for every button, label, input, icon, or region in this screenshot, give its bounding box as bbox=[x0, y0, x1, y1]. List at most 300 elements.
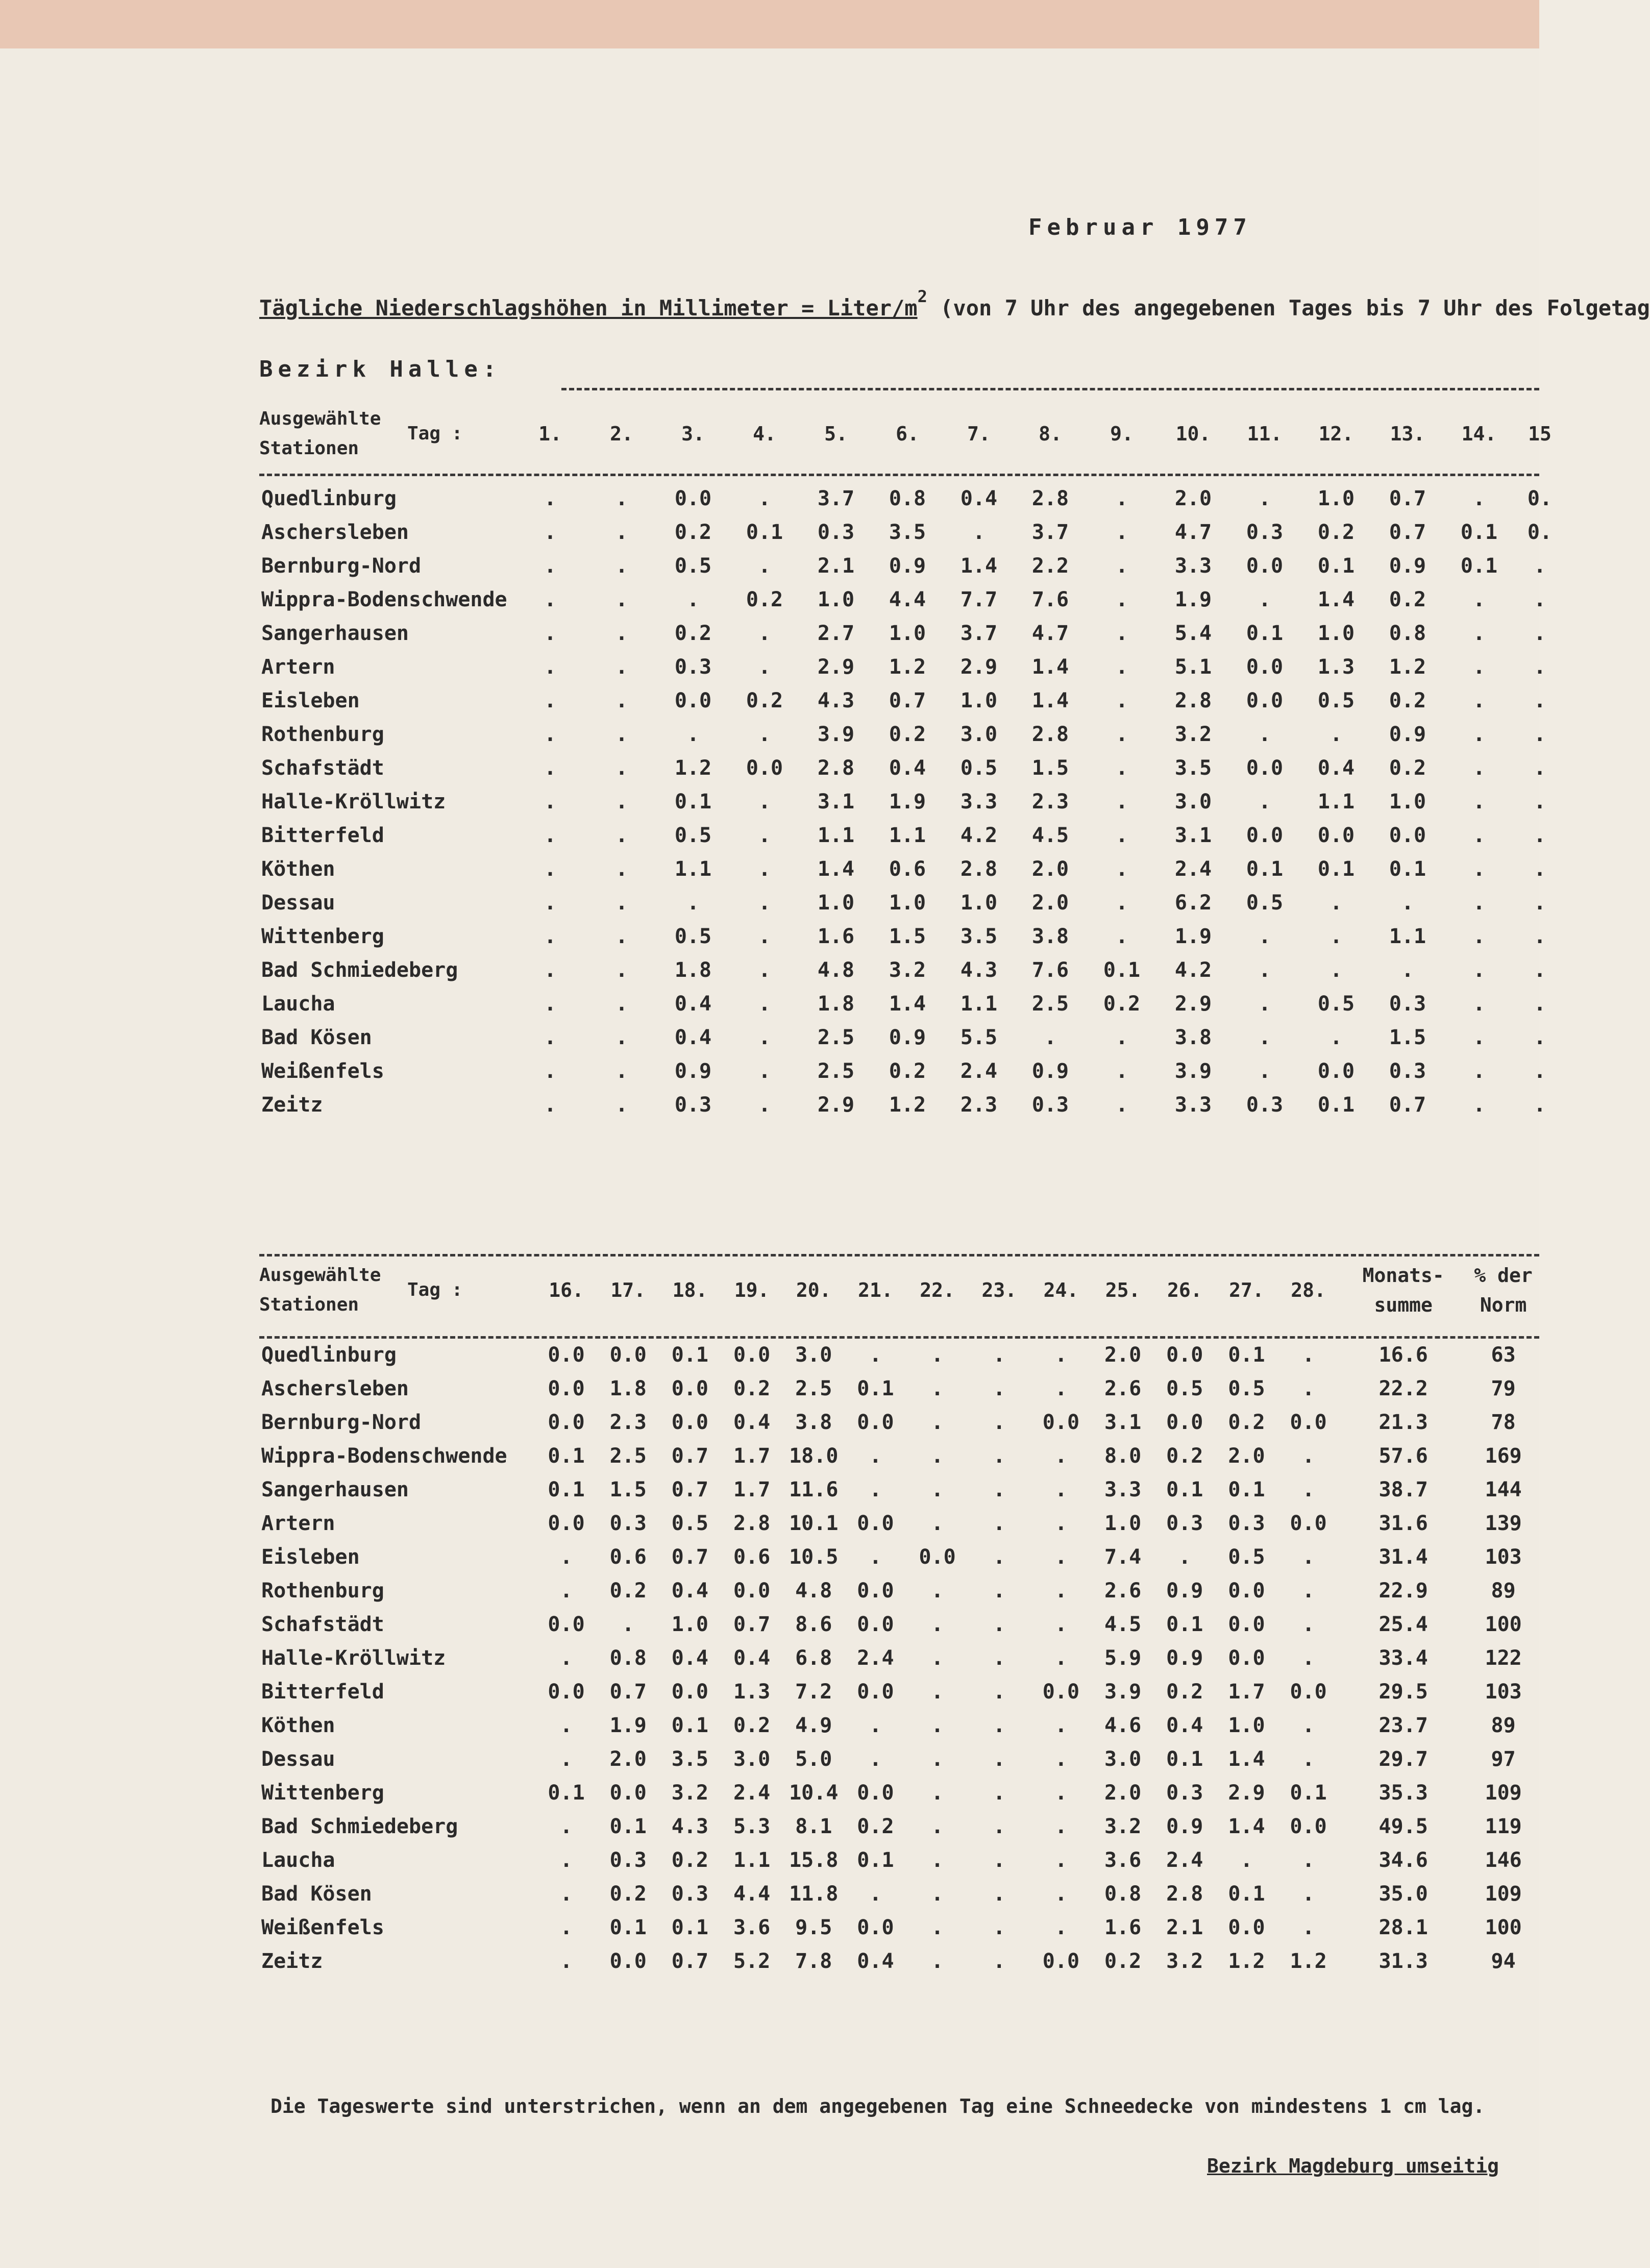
precip-value: 1.9 bbox=[609, 1714, 647, 1737]
precip-value: . bbox=[931, 1512, 944, 1535]
precip-value: 1.3 bbox=[1317, 655, 1355, 679]
precip-value: 3.0 bbox=[733, 1747, 771, 1771]
table-row bbox=[259, 1406, 1539, 1439]
precip-value: . bbox=[1115, 689, 1128, 712]
precip-value: . bbox=[869, 1444, 882, 1468]
precip-value: . bbox=[758, 487, 771, 510]
precip-value: 3.0 bbox=[1104, 1747, 1142, 1771]
table-row bbox=[259, 1372, 1539, 1406]
precip-value: 0.0 bbox=[548, 1613, 585, 1636]
precip-value: 0.0 bbox=[671, 1377, 709, 1400]
precip-value: . bbox=[1302, 1343, 1315, 1367]
precip-value: 0.1 bbox=[1228, 1343, 1265, 1367]
precip-value: 2.4 bbox=[1166, 1848, 1203, 1872]
precip-value: 0.1 bbox=[1317, 857, 1355, 881]
station-name: Aschersleben bbox=[261, 1377, 409, 1400]
precip-value: 0.1 bbox=[548, 1478, 585, 1501]
precip-value: 10.5 bbox=[789, 1545, 839, 1569]
precip-value: . bbox=[758, 554, 771, 578]
precip-value: 0.8 bbox=[609, 1646, 647, 1670]
precip-value: 1.4 bbox=[1031, 689, 1069, 712]
precip-value: . bbox=[615, 487, 628, 510]
precip-value: 1.2 bbox=[674, 756, 712, 780]
precip-value: 4.3 bbox=[817, 689, 855, 712]
precip-value: . bbox=[1472, 1026, 1486, 1049]
precip-value: . bbox=[1533, 891, 1546, 915]
precip-value: . bbox=[560, 1882, 573, 1906]
precip-value: 0.2 bbox=[609, 1579, 647, 1603]
precip-value: 3.3 bbox=[1174, 1093, 1212, 1117]
spacer-row bbox=[259, 464, 1565, 482]
precip-value: . bbox=[1115, 756, 1128, 780]
station-column-header bbox=[259, 403, 514, 464]
precip-value: 0.5 bbox=[1317, 992, 1355, 1016]
precip-value: 0.3 bbox=[674, 655, 712, 679]
precip-value: 0.9 bbox=[1166, 1815, 1203, 1838]
table-row bbox=[259, 819, 1565, 852]
monthly-sum-value: 29.7 bbox=[1378, 1747, 1428, 1771]
next-page-reference[interactable]: Bezirk Magdeburg umseitig bbox=[1207, 2155, 1499, 2177]
precip-value: 0.0 bbox=[671, 1680, 709, 1704]
precip-value: . bbox=[544, 1093, 557, 1117]
table-row bbox=[259, 650, 1565, 684]
precip-value: . bbox=[1472, 1059, 1486, 1083]
precip-value: 0.1 bbox=[1460, 554, 1498, 578]
precip-value: . bbox=[1472, 689, 1486, 712]
precip-value: 0.5 bbox=[674, 925, 712, 948]
precip-value: 0.4 bbox=[674, 992, 712, 1016]
spacer bbox=[259, 1321, 1539, 1338]
precip-value: . bbox=[1533, 1026, 1546, 1049]
precip-value: . bbox=[1258, 790, 1271, 813]
precip-value: 0.0 bbox=[548, 1512, 585, 1535]
precip-value: 1.5 bbox=[1031, 756, 1069, 780]
station-name: Halle-Kröllwitz bbox=[261, 790, 446, 813]
precip-value: . bbox=[615, 925, 628, 948]
precip-value: 3.9 bbox=[817, 723, 855, 746]
precip-value: 0.0 bbox=[733, 1579, 771, 1603]
station-name: Bad Kösen bbox=[261, 1882, 372, 1906]
precip-value: 0.2 bbox=[1389, 689, 1426, 712]
precip-value: . bbox=[1240, 1848, 1253, 1872]
precip-value: 0.5 bbox=[960, 756, 998, 780]
station-name: Dessau bbox=[261, 891, 335, 915]
precip-value: 4.3 bbox=[671, 1815, 709, 1838]
precip-value: 0.0 bbox=[857, 1613, 894, 1636]
table-row bbox=[259, 920, 1565, 953]
monthly-sum-value: 35.0 bbox=[1378, 1882, 1428, 1906]
precip-value: 1.0 bbox=[1104, 1512, 1142, 1535]
precip-value: 0.2 bbox=[674, 521, 712, 544]
precip-value: . bbox=[615, 588, 628, 611]
precip-value: 3.3 bbox=[1174, 554, 1212, 578]
precip-value: . bbox=[1533, 655, 1546, 679]
precip-value: 2.0 bbox=[1031, 857, 1069, 881]
day-header: 24. bbox=[1043, 1279, 1079, 1301]
day-header: 18. bbox=[672, 1279, 708, 1301]
table-row bbox=[259, 617, 1565, 650]
table-row bbox=[259, 1507, 1539, 1540]
precip-value: . bbox=[931, 1646, 944, 1670]
precip-value: 0.2 bbox=[671, 1848, 709, 1872]
precip-value: . bbox=[758, 790, 771, 813]
monthly-sum-value: 29.5 bbox=[1378, 1680, 1428, 1704]
table-row bbox=[259, 1742, 1539, 1776]
precip-value: 0.9 bbox=[1166, 1646, 1203, 1670]
precip-value: 0.3 bbox=[1246, 1093, 1284, 1117]
precip-value: 0.1 bbox=[1290, 1781, 1327, 1805]
precip-value: 0.0 bbox=[1228, 1916, 1265, 1939]
station-name: Schafstädt bbox=[261, 1613, 384, 1636]
precip-value: 1.1 bbox=[733, 1848, 771, 1872]
precip-value: . bbox=[560, 1747, 573, 1771]
precip-value: . bbox=[560, 1714, 573, 1737]
precip-value: 2.0 bbox=[609, 1747, 647, 1771]
precip-value: 0.9 bbox=[1031, 1059, 1069, 1083]
precip-value: . bbox=[1054, 1613, 1067, 1636]
station-name: Laucha bbox=[261, 992, 335, 1016]
station-name: Zeitz bbox=[261, 1950, 323, 1973]
precip-value: 0.2 bbox=[746, 588, 783, 611]
precip-value: . bbox=[615, 1093, 628, 1117]
precip-value: 0.2 bbox=[1389, 588, 1426, 611]
precip-value: 3.9 bbox=[1104, 1680, 1142, 1704]
precip-value: 0.1 bbox=[674, 790, 712, 813]
day-header: 28. bbox=[1291, 1279, 1326, 1301]
precip-value: . bbox=[1115, 1093, 1128, 1117]
precip-value: . bbox=[758, 622, 771, 645]
precip-value: 3.2 bbox=[1166, 1950, 1203, 1973]
precip-value: 1.0 bbox=[1389, 790, 1426, 813]
precip-value: . bbox=[1472, 925, 1486, 948]
precip-value: . bbox=[931, 1950, 944, 1973]
table-row bbox=[259, 1054, 1565, 1088]
precip-value: . bbox=[972, 521, 986, 544]
precip-value: 0.0 bbox=[671, 1411, 709, 1434]
precip-value: 1.5 bbox=[889, 925, 926, 948]
precip-value: 0.5 bbox=[1228, 1377, 1265, 1400]
precip-value: 1.0 bbox=[1317, 622, 1355, 645]
precip-value: 2.4 bbox=[1174, 857, 1212, 881]
precip-value: 0.7 bbox=[609, 1680, 647, 1704]
monthly-sum-value: 31.6 bbox=[1378, 1512, 1428, 1535]
table-row bbox=[259, 1810, 1539, 1843]
precip-value: 0.9 bbox=[674, 1059, 712, 1083]
precip-value: 0.0 bbox=[609, 1343, 647, 1367]
precip-value: 1.8 bbox=[674, 958, 712, 982]
station-name: Laucha bbox=[261, 1848, 335, 1872]
precip-value: . bbox=[1258, 992, 1271, 1016]
precip-value: 9.5 bbox=[795, 1916, 832, 1939]
precip-value: 1.4 bbox=[817, 857, 855, 881]
precip-value: 2.3 bbox=[609, 1411, 647, 1434]
precip-value: 0.2 bbox=[674, 622, 712, 645]
precip-value: 2.9 bbox=[960, 655, 998, 679]
precip-value: . bbox=[1533, 857, 1546, 881]
precip-value: 0.1 bbox=[609, 1815, 647, 1838]
precip-value: . bbox=[1054, 1579, 1067, 1603]
precip-value: . bbox=[1115, 1059, 1128, 1083]
title-main: Tägliche Niederschlagshöhen in Millimeter = Liter/m bbox=[259, 295, 918, 321]
precip-value: 0.0 bbox=[857, 1512, 894, 1535]
precip-value: . bbox=[993, 1377, 1005, 1400]
precip-value: . bbox=[993, 1714, 1005, 1737]
precip-value: 0.0 bbox=[548, 1411, 585, 1434]
precip-value: 3.7 bbox=[817, 487, 855, 510]
precip-value: 1.4 bbox=[1228, 1815, 1265, 1838]
precip-value: 3.8 bbox=[795, 1411, 832, 1434]
precip-value: 1.1 bbox=[1317, 790, 1355, 813]
precip-value: 1.0 bbox=[960, 891, 998, 915]
precip-value: 0.1 bbox=[1166, 1747, 1203, 1771]
precip-value: . bbox=[1401, 891, 1414, 915]
day-header: 17. bbox=[610, 1279, 646, 1301]
precip-value: . bbox=[1054, 1882, 1067, 1906]
precip-value: 2.8 bbox=[733, 1512, 771, 1535]
precip-value: 0.0 bbox=[919, 1545, 956, 1569]
precip-value: . bbox=[1044, 1026, 1057, 1049]
precip-value: 0.3 bbox=[1389, 992, 1426, 1016]
precip-value: 1.0 bbox=[671, 1613, 709, 1636]
precip-value: 0.4 bbox=[1317, 756, 1355, 780]
precip-value: . bbox=[1115, 521, 1128, 544]
precip-value: 0.3 bbox=[674, 1093, 712, 1117]
precip-value: 11.6 bbox=[789, 1478, 839, 1501]
percent-norm-value: 169 bbox=[1485, 1444, 1522, 1468]
monthly-sum-value: 34.6 bbox=[1378, 1848, 1428, 1872]
percent-norm-value: 103 bbox=[1485, 1545, 1522, 1569]
precip-value: . bbox=[1472, 824, 1486, 847]
precip-value: . bbox=[544, 925, 557, 948]
day-header: 11. bbox=[1247, 423, 1283, 445]
precip-value: 2.6 bbox=[1104, 1579, 1142, 1603]
precip-value: 3.1 bbox=[817, 790, 855, 813]
precip-value: 0. bbox=[1527, 521, 1553, 544]
precip-value: . bbox=[1533, 554, 1546, 578]
precip-value: 0.0 bbox=[1166, 1411, 1203, 1434]
precip-value: . bbox=[1472, 790, 1486, 813]
precip-value: 8.0 bbox=[1104, 1444, 1142, 1468]
monthly-sum-value: 31.3 bbox=[1378, 1950, 1428, 1973]
spacer bbox=[259, 464, 1565, 482]
day-label: Tag : bbox=[407, 423, 463, 444]
precip-value: . bbox=[993, 1646, 1005, 1670]
precip-value: . bbox=[931, 1444, 944, 1468]
precip-value: . bbox=[615, 756, 628, 780]
precip-value: 0.2 bbox=[1103, 992, 1141, 1016]
precip-value: . bbox=[993, 1848, 1005, 1872]
precip-value: . bbox=[1302, 1714, 1315, 1737]
precip-value: . bbox=[560, 1646, 573, 1670]
percent-norm-value: 109 bbox=[1485, 1882, 1522, 1906]
precip-value: . bbox=[544, 992, 557, 1016]
precip-value: . bbox=[560, 1545, 573, 1569]
precip-value: . bbox=[869, 1343, 882, 1367]
precip-value: 0.0 bbox=[674, 689, 712, 712]
precip-value: . bbox=[1533, 622, 1546, 645]
station-name: Zeitz bbox=[261, 1093, 323, 1117]
day-header: 15 bbox=[1528, 423, 1552, 445]
precip-value: . bbox=[615, 958, 628, 982]
station-name: Wippra-Bodenschwende bbox=[261, 1444, 507, 1468]
precip-value: . bbox=[544, 723, 557, 746]
precip-value: 0.0 bbox=[1290, 1411, 1327, 1434]
precip-value: 2.9 bbox=[1174, 992, 1212, 1016]
precip-value: 0.4 bbox=[960, 487, 998, 510]
percent-norm-value: 109 bbox=[1485, 1781, 1522, 1805]
station-name: Sangerhausen bbox=[261, 1478, 409, 1501]
precip-value: . bbox=[1054, 1815, 1067, 1838]
day-header: 21. bbox=[858, 1279, 893, 1301]
monthly-sum-value: 28.1 bbox=[1378, 1916, 1428, 1939]
day-header: 13. bbox=[1390, 423, 1425, 445]
precip-value: 0.2 bbox=[733, 1714, 771, 1737]
precip-value: 0.0 bbox=[1290, 1680, 1327, 1704]
precip-value: . bbox=[544, 655, 557, 679]
precip-value: 0.2 bbox=[889, 1059, 926, 1083]
precip-value: 0.8 bbox=[889, 487, 926, 510]
title-superscript: 2 bbox=[917, 287, 927, 306]
table-row bbox=[259, 583, 1565, 617]
precip-value: . bbox=[1302, 1916, 1315, 1939]
day-header: 10. bbox=[1175, 423, 1211, 445]
station-name: Eisleben bbox=[261, 1545, 360, 1569]
precip-value: . bbox=[869, 1478, 882, 1501]
precip-value: . bbox=[1115, 723, 1128, 746]
table-row bbox=[259, 1776, 1539, 1810]
precip-value: 4.4 bbox=[733, 1882, 771, 1906]
precip-value: . bbox=[686, 588, 700, 611]
percent-norm-value: 100 bbox=[1485, 1613, 1522, 1636]
precip-value: . bbox=[1115, 554, 1128, 578]
precip-value: . bbox=[1054, 1781, 1067, 1805]
precip-value: . bbox=[993, 1916, 1005, 1939]
precip-value: . bbox=[615, 824, 628, 847]
precip-value: . bbox=[560, 1950, 573, 1973]
percent-norm-value: 79 bbox=[1491, 1377, 1516, 1400]
precip-value: 3.7 bbox=[960, 622, 998, 645]
precip-value: 15.8 bbox=[789, 1848, 839, 1872]
precip-value: . bbox=[931, 1916, 944, 1939]
precip-value: . bbox=[1329, 958, 1343, 982]
precip-value: . bbox=[1401, 958, 1414, 982]
precip-value: . bbox=[1302, 1444, 1315, 1468]
precip-value: 4.7 bbox=[1174, 521, 1212, 544]
precip-value: . bbox=[1472, 622, 1486, 645]
table-row bbox=[259, 953, 1565, 987]
precip-value: . bbox=[931, 1815, 944, 1838]
precip-value: . bbox=[993, 1411, 1005, 1434]
precip-value: . bbox=[1302, 1613, 1315, 1636]
precip-value: 0. bbox=[1527, 487, 1553, 510]
precip-value: 2.8 bbox=[1166, 1882, 1203, 1906]
precip-value: 2.8 bbox=[1031, 487, 1069, 510]
day-header: 9. bbox=[1110, 423, 1134, 445]
precip-value: . bbox=[1258, 723, 1271, 746]
precip-value: . bbox=[1054, 1478, 1067, 1501]
precip-value: 0.2 bbox=[1317, 521, 1355, 544]
station-name: Quedlinburg bbox=[261, 1343, 397, 1367]
station-name: Halle-Kröllwitz bbox=[261, 1646, 446, 1670]
precip-value: 0.7 bbox=[671, 1478, 709, 1501]
precip-value: . bbox=[544, 790, 557, 813]
precip-value: 0.1 bbox=[1389, 857, 1426, 881]
precip-value: 0.0 bbox=[857, 1411, 894, 1434]
precip-value: . bbox=[1533, 689, 1546, 712]
precip-value: 4.5 bbox=[1031, 824, 1069, 847]
precip-value: 1.1 bbox=[960, 992, 998, 1016]
station-column-label: Ausgewählte Stationen bbox=[259, 1265, 381, 1315]
precip-value: . bbox=[615, 622, 628, 645]
precip-value: 0.0 bbox=[1228, 1613, 1265, 1636]
precip-value: . bbox=[1115, 925, 1128, 948]
monthly-sum-value: 35.3 bbox=[1378, 1781, 1428, 1805]
precip-value: 0.4 bbox=[857, 1950, 894, 1973]
precip-value: 1.0 bbox=[1228, 1714, 1265, 1737]
precip-value: 0.4 bbox=[733, 1646, 771, 1670]
precip-value: 1.6 bbox=[817, 925, 855, 948]
table-row bbox=[259, 1641, 1539, 1675]
table-row bbox=[259, 751, 1565, 785]
precip-value: 1.7 bbox=[733, 1444, 771, 1468]
precip-value: 1.0 bbox=[817, 891, 855, 915]
precip-value: . bbox=[1533, 1093, 1546, 1117]
day-header: 19. bbox=[734, 1279, 770, 1301]
precip-value: 2.5 bbox=[817, 1059, 855, 1083]
precip-value: 1.9 bbox=[1174, 925, 1212, 948]
precip-value: . bbox=[1302, 1579, 1315, 1603]
precip-value: 1.2 bbox=[1389, 655, 1426, 679]
precip-value: 0.3 bbox=[1228, 1512, 1265, 1535]
percent-norm-value: 139 bbox=[1485, 1512, 1522, 1535]
precip-value: 0.1 bbox=[1246, 622, 1284, 645]
station-name: Rothenburg bbox=[261, 1579, 384, 1603]
table-row bbox=[259, 1709, 1539, 1742]
percent-norm-value: 89 bbox=[1491, 1579, 1516, 1603]
precip-value: . bbox=[1472, 723, 1486, 746]
precip-value: 3.0 bbox=[795, 1343, 832, 1367]
precip-value: . bbox=[1054, 1848, 1067, 1872]
precip-value: . bbox=[686, 891, 700, 915]
precip-value: 0.0 bbox=[1228, 1579, 1265, 1603]
precip-value: 2.5 bbox=[609, 1444, 647, 1468]
precip-value: . bbox=[1533, 992, 1546, 1016]
precip-value: 3.5 bbox=[1174, 756, 1212, 780]
precip-value: 0.0 bbox=[1317, 824, 1355, 847]
precip-value: 1.1 bbox=[889, 824, 926, 847]
precip-value: . bbox=[993, 1950, 1005, 1973]
precip-value: 0.1 bbox=[671, 1343, 709, 1367]
precip-value: . bbox=[560, 1815, 573, 1838]
precip-value: . bbox=[931, 1579, 944, 1603]
precip-value: . bbox=[869, 1714, 882, 1737]
precip-value: . bbox=[993, 1579, 1005, 1603]
precip-value: . bbox=[1533, 588, 1546, 611]
precip-value: 3.9 bbox=[1174, 1059, 1212, 1083]
precip-value: . bbox=[1258, 925, 1271, 948]
precip-value: . bbox=[1115, 857, 1128, 881]
table-row bbox=[259, 1088, 1565, 1122]
precip-value: 8.6 bbox=[795, 1613, 832, 1636]
precip-value: 0.3 bbox=[609, 1848, 647, 1872]
precip-value: . bbox=[1115, 891, 1128, 915]
precip-value: 0.1 bbox=[1228, 1882, 1265, 1906]
precip-value: 0.6 bbox=[609, 1545, 647, 1569]
precip-value: 0.0 bbox=[548, 1680, 585, 1704]
monthly-sum-value: 22.2 bbox=[1378, 1377, 1428, 1400]
table-row bbox=[259, 1540, 1539, 1574]
precip-value: 1.4 bbox=[1228, 1747, 1265, 1771]
